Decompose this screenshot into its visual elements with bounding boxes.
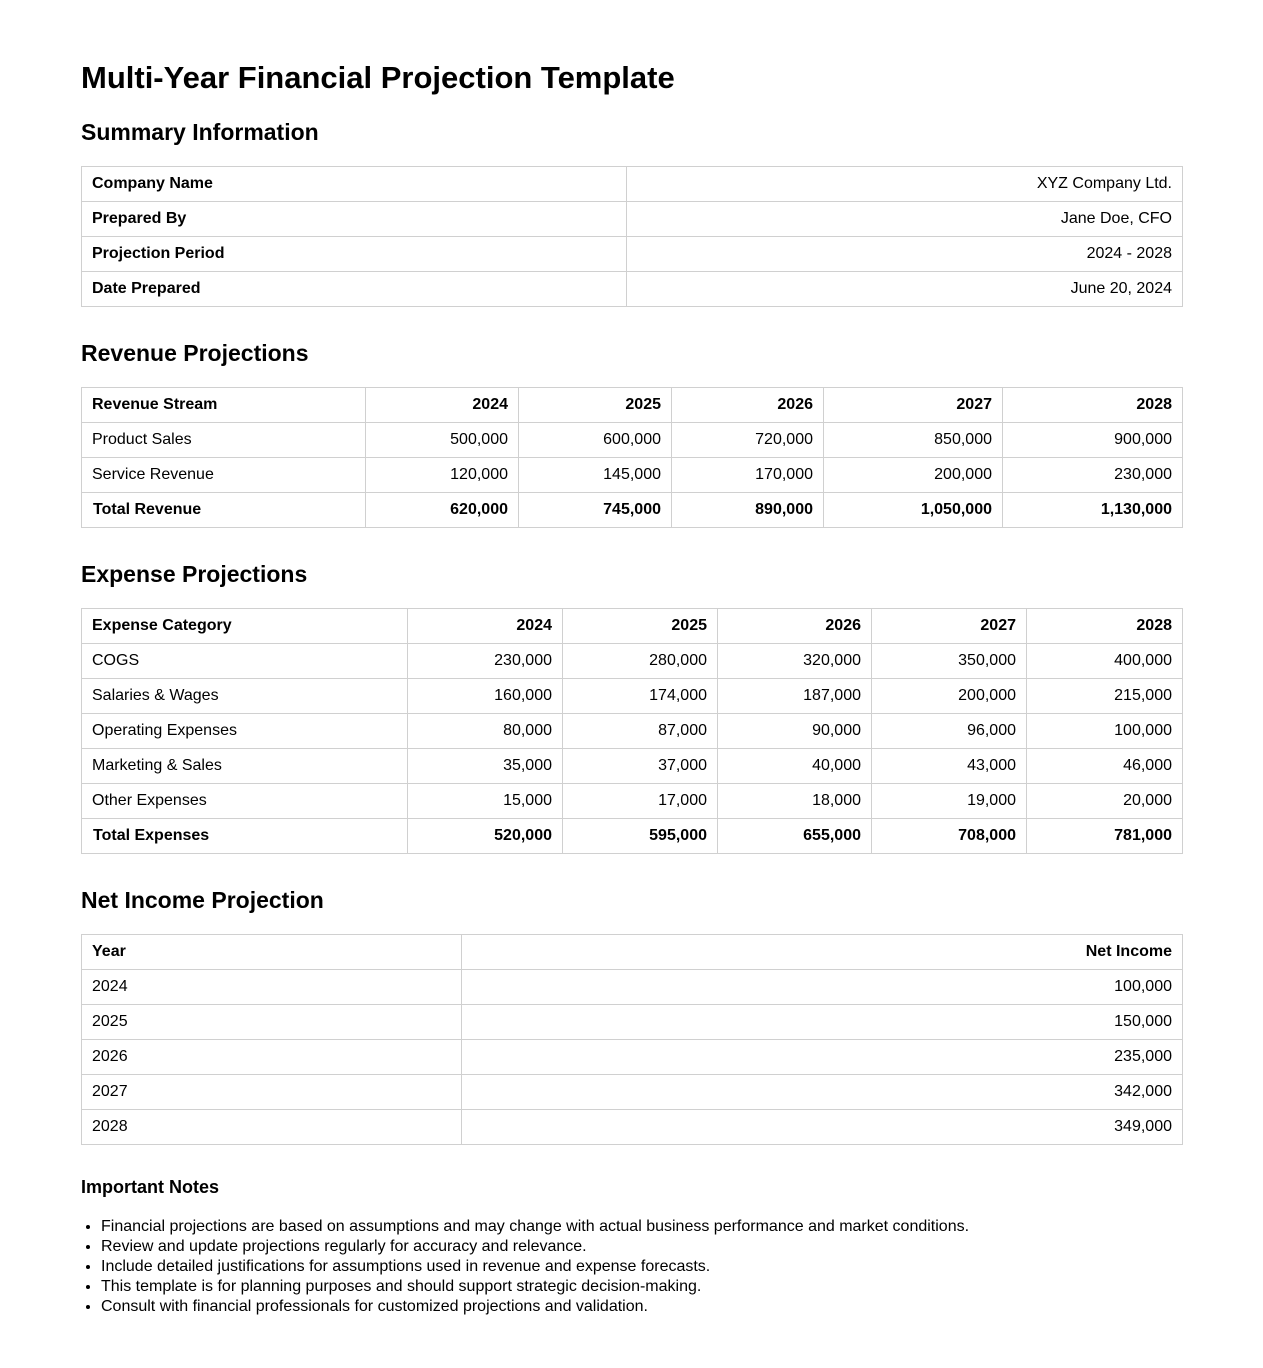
revenue-header-cell: 2027 — [824, 388, 1003, 423]
revenue-value-cell: 720,000 — [672, 423, 824, 458]
revenue-value-cell: 120,000 — [366, 458, 519, 493]
expense-value-cell: 80,000 — [408, 714, 563, 749]
revenue-header-cell: Revenue Stream — [82, 388, 366, 423]
summary-label: Date Prepared — [82, 272, 627, 307]
net-income-header-row — [82, 935, 1183, 970]
notes-section — [81, 1215, 1182, 1315]
expense-value-cell: 19,000 — [872, 784, 1027, 819]
revenue-value-cell: 850,000 — [824, 423, 1003, 458]
year-cell: 2025 — [82, 1005, 462, 1040]
summary-row — [82, 167, 1183, 202]
table-row — [82, 970, 1183, 1005]
revenue-value-cell: 600,000 — [519, 423, 672, 458]
expense-total-label: Total Expenses — [82, 819, 408, 854]
expense-value-cell: 160,000 — [408, 679, 563, 714]
expense-value-cell: 280,000 — [563, 644, 718, 679]
summary-value: 2024 - 2028 — [627, 237, 1183, 272]
table-row — [82, 679, 1183, 714]
list-item: • Include detailed justifications for assumptions used in revenue and expense forecasts. — [101, 1256, 1182, 1276]
year-cell: 2028 — [82, 1110, 462, 1145]
expense-value-cell: 46,000 — [1027, 749, 1183, 784]
revenue-total-cell: 890,000 — [672, 493, 824, 528]
revenue-table — [81, 387, 1183, 528]
expense-heading: Expense Projections — [81, 561, 308, 587]
revenue-total-label: Total Revenue — [82, 493, 366, 528]
revenue-value-cell: 170,000 — [672, 458, 824, 493]
table-row — [82, 784, 1183, 819]
expense-value-cell: 20,000 — [1027, 784, 1183, 819]
table-row — [82, 1110, 1183, 1145]
expense-header-cell: 2024 — [408, 609, 563, 644]
notes-heading: Important Notes — [81, 1177, 220, 1197]
net-income-cell: 235,000 — [462, 1040, 1183, 1075]
revenue-total-cell: 620,000 — [366, 493, 519, 528]
summary-value: XYZ Company Ltd. — [627, 167, 1183, 202]
expense-value-cell: 174,000 — [563, 679, 718, 714]
table-row — [82, 423, 1183, 458]
summary-table — [81, 166, 1183, 307]
table-row — [82, 1040, 1183, 1075]
net-income-cell: 342,000 — [462, 1075, 1183, 1110]
expense-value-cell: 40,000 — [718, 749, 872, 784]
revenue-total-cell: 1,050,000 — [824, 493, 1003, 528]
expense-header-cell: 2027 — [872, 609, 1027, 644]
expense-category-cell: Other Expenses — [82, 784, 408, 819]
table-row — [82, 1005, 1183, 1040]
expense-value-cell: 35,000 — [408, 749, 563, 784]
expense-value-cell: 17,000 — [563, 784, 718, 819]
list-item: • Financial projections are based on assumptions and may change with actual business performance and market conditions. — [101, 1215, 1182, 1236]
revenue-stream-cell: Service Revenue — [82, 458, 366, 493]
expense-value-cell: 87,000 — [563, 714, 718, 749]
net-income-heading: Net Income Projection — [81, 887, 324, 913]
expense-value-cell: 18,000 — [718, 784, 872, 819]
summary-row — [82, 272, 1183, 307]
expense-value-cell: 37,000 — [563, 749, 718, 784]
table-row — [82, 714, 1183, 749]
summary-label: Prepared By — [82, 202, 627, 237]
summary-label: Company Name — [82, 167, 627, 202]
expense-total-cell: 655,000 — [718, 819, 872, 854]
expense-value-cell: 187,000 — [718, 679, 872, 714]
revenue-header-cell: 2026 — [672, 388, 824, 423]
revenue-header-row — [82, 388, 1183, 423]
net-income-cell: 100,000 — [462, 970, 1183, 1005]
net-income-cell: 349,000 — [462, 1110, 1183, 1145]
summary-row — [82, 202, 1183, 237]
revenue-header-cell: 2025 — [519, 388, 672, 423]
net-income-table — [81, 934, 1183, 1145]
net-income-header-cell: Year — [82, 935, 462, 970]
expense-total-cell: 520,000 — [408, 819, 563, 854]
expense-total-cell: 781,000 — [1027, 819, 1183, 854]
expense-table — [81, 608, 1183, 854]
net-income-cell: 150,000 — [462, 1005, 1183, 1040]
expense-header-cell: 2028 — [1027, 609, 1183, 644]
expense-header-cell: Expense Category — [82, 609, 408, 644]
expense-header-cell: 2026 — [718, 609, 872, 644]
expense-category-cell: Salaries & Wages — [82, 679, 408, 714]
list-item: • Consult with financial professionals for customized projections and validation. — [101, 1296, 1182, 1316]
year-cell: 2027 — [82, 1075, 462, 1110]
expense-value-cell: 400,000 — [1027, 644, 1183, 679]
expense-header-cell: 2025 — [563, 609, 718, 644]
table-row — [82, 458, 1183, 493]
list-item: • This template is for planning purposes and should support strategic decision-making. — [101, 1276, 1182, 1296]
revenue-total-cell: 745,000 — [519, 493, 672, 528]
year-cell: 2024 — [82, 970, 462, 1005]
revenue-header-cell: 2028 — [1003, 388, 1183, 423]
expense-value-cell: 90,000 — [718, 714, 872, 749]
expense-value-cell: 15,000 — [408, 784, 563, 819]
summary-row — [82, 237, 1183, 272]
table-row — [82, 1075, 1183, 1110]
year-cell: 2026 — [82, 1040, 462, 1075]
notes-list — [81, 1215, 1182, 1316]
expense-value-cell: 43,000 — [872, 749, 1027, 784]
expense-total-row — [82, 819, 1183, 854]
table-row — [82, 644, 1183, 679]
expense-value-cell: 230,000 — [408, 644, 563, 679]
revenue-value-cell: 145,000 — [519, 458, 672, 493]
page-title: Multi-Year Financial Projection Template — [81, 60, 675, 95]
expense-category-cell: Operating Expenses — [82, 714, 408, 749]
summary-value: Jane Doe, CFO — [627, 202, 1183, 237]
revenue-heading: Revenue Projections — [81, 340, 309, 366]
revenue-value-cell: 500,000 — [366, 423, 519, 458]
table-row — [82, 749, 1183, 784]
revenue-value-cell: 200,000 — [824, 458, 1003, 493]
revenue-value-cell: 230,000 — [1003, 458, 1183, 493]
summary-value: June 20, 2024 — [627, 272, 1183, 307]
expense-total-cell: 595,000 — [563, 819, 718, 854]
expense-value-cell: 200,000 — [872, 679, 1027, 714]
revenue-value-cell: 900,000 — [1003, 423, 1183, 458]
expense-value-cell: 350,000 — [872, 644, 1027, 679]
expense-value-cell: 96,000 — [872, 714, 1027, 749]
expense-value-cell: 320,000 — [718, 644, 872, 679]
net-income-header-cell: Net Income — [462, 935, 1183, 970]
revenue-total-cell: 1,130,000 — [1003, 493, 1183, 528]
list-item: • Review and update projections regularly for accuracy and relevance. — [101, 1236, 1182, 1256]
expense-header-row — [82, 609, 1183, 644]
expense-category-cell: COGS — [82, 644, 408, 679]
expense-value-cell: 100,000 — [1027, 714, 1183, 749]
revenue-header-cell: 2024 — [366, 388, 519, 423]
summary-label: Projection Period — [82, 237, 627, 272]
summary-heading: Summary Information — [81, 119, 319, 145]
expense-value-cell: 215,000 — [1027, 679, 1183, 714]
revenue-total-row — [82, 493, 1183, 528]
revenue-stream-cell: Product Sales — [82, 423, 366, 458]
expense-total-cell: 708,000 — [872, 819, 1027, 854]
expense-category-cell: Marketing & Sales — [82, 749, 408, 784]
